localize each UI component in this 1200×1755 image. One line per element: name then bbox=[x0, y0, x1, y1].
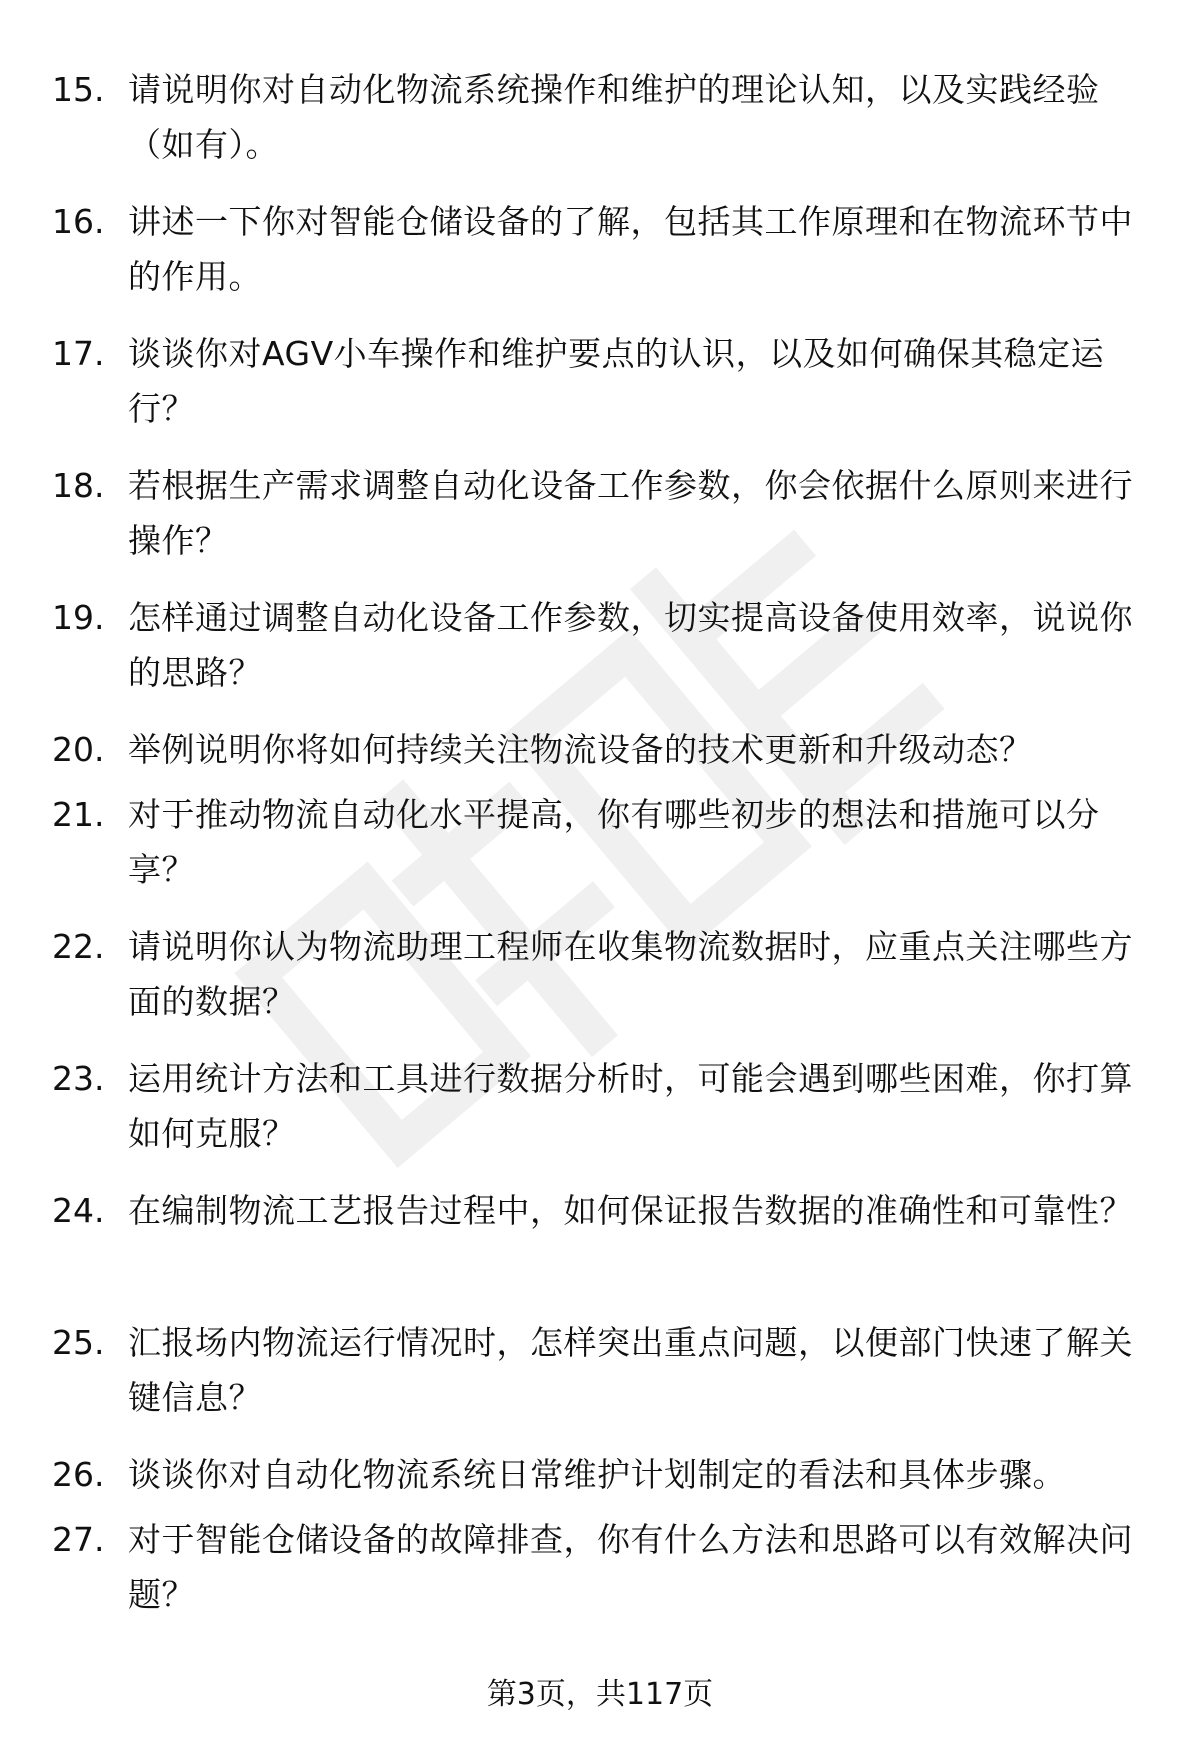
question-number: 22. bbox=[52, 927, 105, 966]
question-item bbox=[52, 787, 1152, 919]
question-number: 23. bbox=[52, 1059, 105, 1098]
question-item bbox=[52, 1183, 1152, 1315]
question-text: 对于智能仓储设备的故障排查，你有什么方法和思路可以有效解决问题？ bbox=[128, 1520, 1133, 1614]
question-item bbox=[52, 1051, 1152, 1183]
question-item bbox=[52, 326, 1152, 458]
question-number: 24. bbox=[52, 1191, 105, 1230]
question-item bbox=[52, 590, 1152, 722]
question-list bbox=[52, 62, 1152, 1644]
question-text: 请说明你认为物流助理工程师在收集物流数据时，应重点关注哪些方面的数据？ bbox=[128, 927, 1133, 1021]
question-text: 谈谈你对自动化物流系统日常维护计划制定的看法和具体步骤。 bbox=[128, 1455, 1066, 1494]
question-item bbox=[52, 194, 1152, 326]
page-number-footer: 第3页，共117页 bbox=[486, 1677, 714, 1712]
question-item bbox=[52, 1512, 1152, 1644]
question-item bbox=[52, 1447, 1152, 1512]
question-number: 26. bbox=[52, 1455, 105, 1494]
question-number: 18. bbox=[52, 466, 105, 505]
question-number: 17. bbox=[52, 334, 105, 373]
question-text: 在编制物流工艺报告过程中，如何保证报告数据的准确性和可靠性？ bbox=[128, 1191, 1133, 1230]
question-number: 21. bbox=[52, 795, 105, 834]
question-number: 25. bbox=[52, 1323, 105, 1362]
question-number: 19. bbox=[52, 598, 105, 637]
question-text: 汇报场内物流运行情况时，怎样突出重点问题，以便部门快速了解关键信息？ bbox=[128, 1323, 1133, 1417]
question-item bbox=[52, 722, 1152, 787]
question-text: 请说明你对自动化物流系统操作和维护的理论认知，以及实践经验（如有）。 bbox=[128, 70, 1100, 164]
question-number: 20. bbox=[52, 730, 105, 769]
question-text: 讲述一下你对智能仓储设备的了解，包括其工作原理和在物流环节中的作用。 bbox=[128, 202, 1133, 296]
question-item bbox=[52, 1315, 1152, 1447]
question-number: 16. bbox=[52, 202, 105, 241]
question-text: 举例说明你将如何持续关注物流设备的技术更新和升级动态？ bbox=[128, 730, 1033, 769]
question-number: 15. bbox=[52, 70, 105, 109]
question-text: 谈谈你对AGV小车操作和维护要点的认识，以及如何确保其稳定运行？ bbox=[128, 334, 1105, 428]
question-item bbox=[52, 919, 1152, 1051]
question-item bbox=[52, 62, 1152, 194]
question-text: 对于推动物流自动化水平提高，你有哪些初步的想法和措施可以分享？ bbox=[128, 795, 1100, 889]
question-number: 27. bbox=[52, 1520, 105, 1559]
question-item bbox=[52, 458, 1152, 590]
question-text: 怎样通过调整自动化设备工作参数，切实提高设备使用效率，说说你的思路？ bbox=[128, 598, 1133, 692]
question-text: 若根据生产需求调整自动化设备工作参数，你会依据什么原则来进行操作？ bbox=[128, 466, 1133, 560]
question-text: 运用统计方法和工具进行数据分析时，可能会遇到哪些困难，你打算如何克服？ bbox=[128, 1059, 1133, 1153]
